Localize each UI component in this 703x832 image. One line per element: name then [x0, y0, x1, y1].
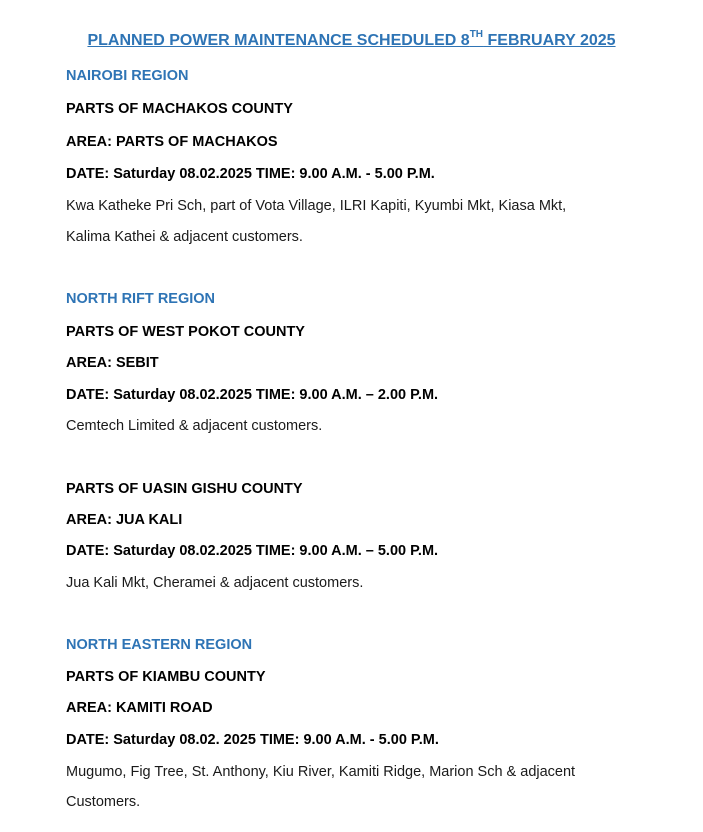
county-heading-west-pokot: PARTS OF WEST POKOT COUNTY	[66, 324, 305, 340]
region-heading-north-eastern: NORTH EASTERN REGION	[66, 637, 253, 653]
affected-areas-sebit: Cemtech Limited & adjacent customers.	[66, 418, 323, 434]
affected-areas-machakos-line2: Kalima Kathei & adjacent customers.	[66, 229, 303, 245]
date-time-machakos: DATE: Saturday 08.02.2025 TIME: 9.00 A.M. - 5.00 P.M.	[66, 166, 435, 182]
title-superscript: TH	[469, 28, 484, 40]
date-time-jua-kali: DATE: Saturday 08.02.2025 TIME: 9.00 A.M. – 5.00 P.M.	[66, 543, 439, 559]
county-heading-kiambu: PARTS OF KIAMBU COUNTY	[66, 669, 266, 685]
region-heading-nairobi: NAIROBI REGION	[66, 68, 189, 84]
affected-areas-machakos-line1: Kwa Katheke Pri Sch, part of Vota Village, ILRI Kapiti, Kyumbi Mkt, Kiasa Mkt,	[66, 198, 567, 214]
page-title	[0, 28, 703, 50]
title-rest: FEBRUARY 2025	[483, 32, 616, 49]
area-kamiti-road: AREA: KAMITI ROAD	[66, 700, 213, 716]
area-sebit: AREA: SEBIT	[66, 355, 159, 371]
affected-areas-jua-kali: Jua Kali Mkt, Cheramei & adjacent customers.	[66, 575, 364, 591]
region-heading-north-rift: NORTH RIFT REGION	[66, 291, 216, 307]
area-machakos: AREA: PARTS OF MACHAKOS	[66, 134, 278, 150]
date-time-kamiti-road: DATE: Saturday 08.02. 2025 TIME: 9.00 A.M. - 5.00 P.M.	[66, 732, 439, 748]
date-time-sebit: DATE: Saturday 08.02.2025 TIME: 9.00 A.M. – 2.00 P.M.	[66, 387, 439, 403]
affected-areas-kamiti-line1: Mugumo, Fig Tree, St. Anthony, Kiu River, Kamiti Ridge, Marion Sch & adjacent	[66, 764, 576, 780]
affected-areas-kamiti-line2: Customers.	[66, 794, 141, 810]
title-main: PLANNED POWER MAINTENANCE SCHEDULED 8	[87, 32, 470, 49]
county-heading-machakos: PARTS OF MACHAKOS COUNTY	[66, 101, 293, 117]
county-heading-uasin-gishu: PARTS OF UASIN GISHU COUNTY	[66, 481, 303, 497]
area-jua-kali: AREA: JUA KALI	[66, 512, 183, 528]
